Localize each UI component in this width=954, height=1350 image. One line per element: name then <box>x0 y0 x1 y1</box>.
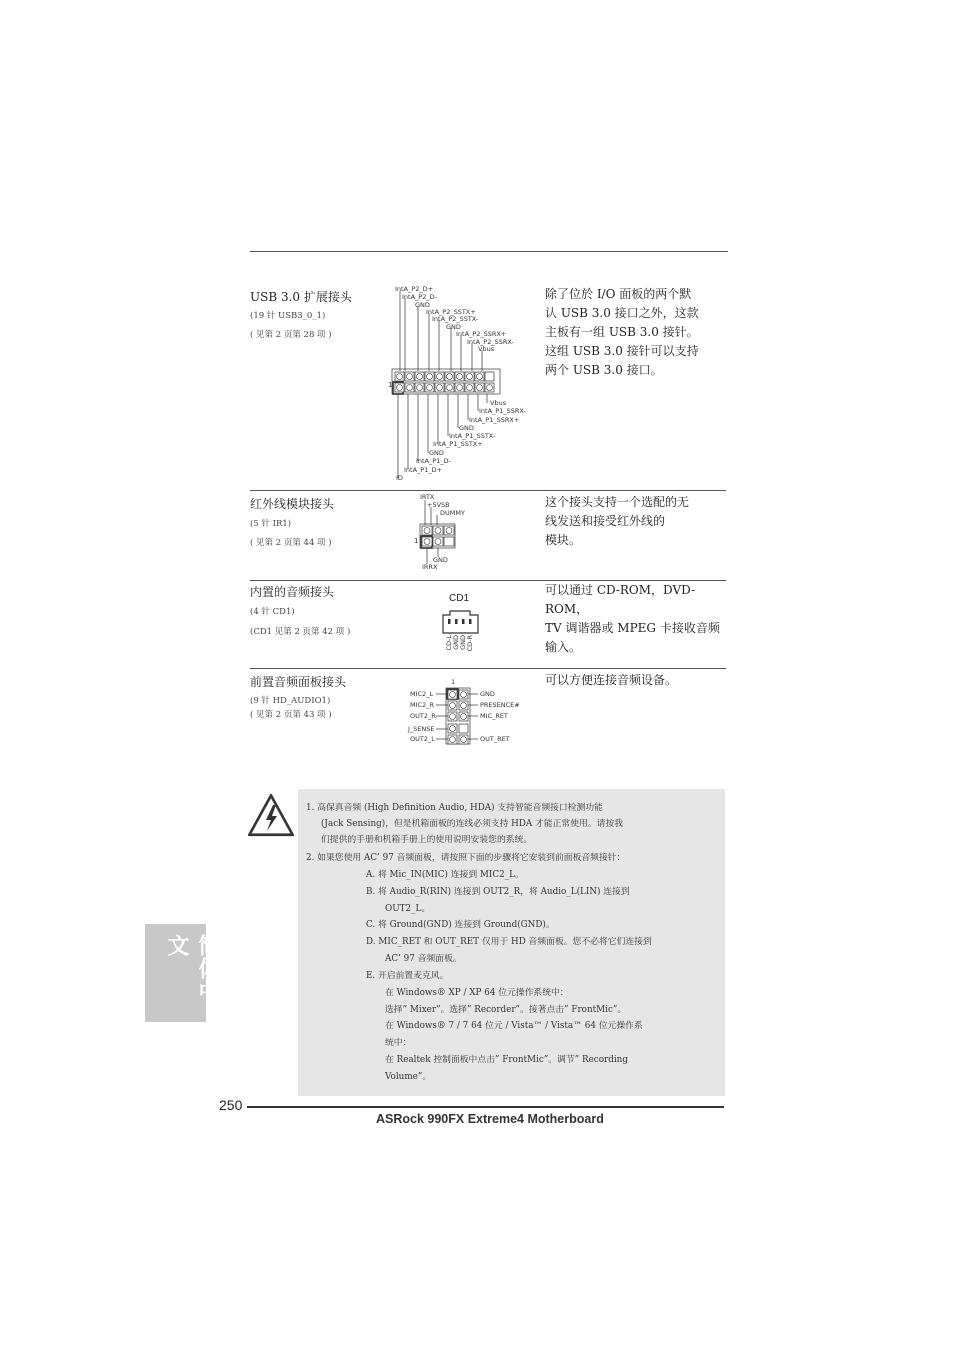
ir-header-diagram <box>412 494 482 574</box>
ir-pin-label: IRTX <box>420 493 435 501</box>
warning-icon <box>246 792 296 838</box>
hd-pins: (9 针 HD_AUDIO1) <box>250 696 331 706</box>
cd-title: 内置的音频接头 <box>250 585 335 599</box>
note-line: C. 将 Ground(GND) 连接到 Ground(GND)。 <box>366 920 555 930</box>
cd-pin-label: CD-R <box>466 635 474 652</box>
language-side-tab-label: 简体中文 <box>164 934 221 1003</box>
hd-pin-label-left: J_SENSE <box>408 725 435 733</box>
usb3-pin-label: IntA_P1_D+ <box>404 466 443 474</box>
note-line: E. 开启前置麦克风。 <box>366 971 449 981</box>
usb3-desc-line: 主板有一组 USB 3.0 接针。 <box>545 325 699 339</box>
usb3-pin-label: GND <box>459 424 474 432</box>
usb3-desc <box>545 285 725 380</box>
hd-desc <box>545 671 725 690</box>
hd-pin-label-right: PRESENCE# <box>480 701 520 709</box>
usb3-desc-line: 除了位於 I/O 面板的两个默 <box>545 287 692 301</box>
cd-header-diagram <box>438 593 488 663</box>
usb3-pin-label: IntA_P2_SSTX- <box>432 315 479 323</box>
usb3-pin-label: IntA_P1_SSTX- <box>449 432 496 440</box>
usb3-ref: ( 见第 2 页第 28 项 ) <box>250 330 332 340</box>
cd-desc-line: 可以通过 CD-ROM，DVD-ROM， <box>545 583 696 616</box>
ir-pin-label: IRRX <box>422 563 438 571</box>
usb3-pin-label: GND <box>446 323 461 331</box>
usb3-pin-label: IntA_P2_SSRX+ <box>456 330 507 338</box>
notes-panel <box>298 789 725 1096</box>
cd-pins: (4 针 CD1) <box>250 607 295 617</box>
usb3-desc-line: 两个 USB 3.0 接口。 <box>545 363 663 377</box>
note-line: D. MIC_RET 和 OUT_RET 仅用于 HD 音频面板。您不必将它们连接到 <box>366 937 652 947</box>
note-line: B. 将 Audio_R(RIN) 连接到 OUT2_R，将 Audio_L(LIN) 连接到 <box>366 887 630 897</box>
usb3-pin-label: GND <box>429 449 444 457</box>
note-line: 在 Windows® 7 / 7 64 位元 / Vista™ / Vista™ 64 位元操作系 <box>385 1021 643 1031</box>
hd-pin-label-left: OUT2_L <box>410 735 435 743</box>
ir-desc-line: 线发送和接受红外线的 <box>545 514 666 528</box>
usb3-pin-label: IntA_P2_D+ <box>395 285 434 293</box>
cd-desc-line: TV 调谐器或 MPEG 卡接收音频 <box>545 621 720 635</box>
note-line: Volume”。 <box>385 1072 432 1082</box>
cd-desc-line: 输入。 <box>545 640 582 654</box>
section-divider <box>250 490 726 491</box>
hd-pin1-marker: 1 <box>451 678 456 686</box>
cd-pin-label: GND <box>459 635 467 650</box>
usb3-pin1-marker: 1 <box>388 381 393 389</box>
ir-pin-label: GND <box>433 556 448 564</box>
hd-pin-label-right: MIC_RET <box>480 712 508 720</box>
ir-desc <box>545 493 725 550</box>
usb3-pin-label: Vbus <box>490 399 507 407</box>
cd-pin-label: GND <box>452 635 460 650</box>
usb3-pin-label: ID <box>396 474 403 482</box>
usb3-pin-label: IntA_P2_D- <box>402 293 437 301</box>
usb3-header-diagram <box>388 286 528 482</box>
note-line: 在 Realtek 控制面板中点击” FrontMic”。调节” Recording <box>385 1055 628 1065</box>
note-line: 1. 高保真音频 (High Definition Audio, HDA) 支持智能音频接口检测功能 <box>306 803 603 813</box>
usb3-title: USB 3.0 扩展接头 <box>250 290 352 304</box>
ir-pins: (5 针 IR1) <box>250 519 292 529</box>
hd-title: 前置音频面板接头 <box>250 675 347 689</box>
usb3-pin-label: IntA_P1_D- <box>416 457 451 465</box>
ir-desc-line: 这个接头支持一个选配的无 <box>545 495 690 509</box>
page-number: 250 <box>219 1097 243 1113</box>
top-rule <box>250 251 728 252</box>
ir-pin-label: DUMMY <box>440 509 465 517</box>
usb3-pins: (19 针 USB3_0_1) <box>250 311 326 321</box>
hd-pin-label-right: GND <box>480 690 495 698</box>
hd-pin-label-left: MIC2_L <box>410 690 434 698</box>
note-line: 选择” Mixer”。选择” Recorder”。接著点击” FrontMic”。 <box>385 1005 627 1015</box>
usb3-desc-line: 这组 USB 3.0 接针可以支持 <box>545 344 699 358</box>
ir-pin1-marker: 1 <box>414 537 419 545</box>
hd-pin-label-left: OUT2_R <box>410 712 436 720</box>
footer-rule <box>247 1106 724 1108</box>
note-line: OUT2_L。 <box>385 904 431 914</box>
language-side-tab <box>145 924 221 1022</box>
ir-ref: ( 见第 2 页第 44 项 ) <box>250 538 332 548</box>
ir-desc-line: 模块。 <box>545 533 582 547</box>
cd-header-name: CD1 <box>449 593 470 604</box>
usb3-pin-label: IntA_P1_SSTX+ <box>433 440 483 448</box>
note-line: 2. 如果您使用 AC’ 97 音频面板，请按照下面的步骤将它安装到前面板音频接针： <box>306 853 626 863</box>
hd-ref: ( 见第 2 页第 43 项 ) <box>250 710 332 720</box>
note-line: A. 将 Mic_IN(MIC) 连接到 MIC2_L。 <box>366 870 524 880</box>
ir-title: 红外线模块接头 <box>250 497 335 511</box>
note-line: (Jack Sensing)，但是机箱面板的连线必须支持 HDA 才能正常使用。请按我 <box>321 819 624 829</box>
hd-header-diagram <box>408 676 528 748</box>
hd-desc-line: 可以方便连接音频设备。 <box>545 673 678 687</box>
ir-pin-label: +5VSB <box>427 501 450 509</box>
footer-title: ASRock 990FX Extreme4 Motherboard <box>376 1112 604 1126</box>
usb3-pin-label: GND <box>415 301 430 309</box>
usb3-pin-label: IntA_P1_SSRX- <box>479 407 526 415</box>
usb3-desc-line: 认 USB 3.0 接口之外，这款 <box>545 306 699 320</box>
cd-pin-labels <box>446 635 482 661</box>
section-divider <box>250 668 726 669</box>
hd-pin-label-right: OUT_RET <box>480 735 510 743</box>
cd-pin-label: CD-L <box>445 635 453 651</box>
note-line: 们提供的手册和机箱手册上的使用说明安装您的系统。 <box>321 835 533 845</box>
usb3-pin-label: IntA_P1_SSRX+ <box>469 416 520 424</box>
note-line: 统中： <box>385 1038 412 1048</box>
usb3-pin-label: Vbus <box>478 345 495 353</box>
cd-desc <box>545 581 725 657</box>
note-line: 在 Windows® XP / XP 64 位元操作系统中： <box>385 988 569 998</box>
hd-pin-label-left: MIC2_R <box>410 701 434 709</box>
usb3-pin-label: IntA_P2_SSRX- <box>467 338 514 346</box>
note-line: AC’ 97 音频面板。 <box>385 954 462 964</box>
usb3-pin-label: IntA_P2_SSTX+ <box>426 308 476 316</box>
cd-ref: (CD1 见第 2 页第 42 项 ) <box>250 627 351 637</box>
